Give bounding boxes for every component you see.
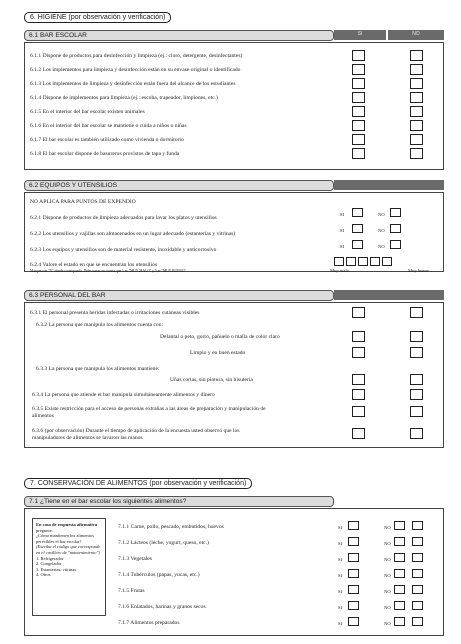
label-si: SI — [340, 212, 345, 217]
maintenance-7-1-3[interactable] — [412, 553, 423, 562]
checkbox-6-2-3-si[interactable] — [352, 240, 363, 249]
legend-line: 2. Congelador — [36, 561, 62, 567]
checkbox-6-3-3-a-si[interactable] — [352, 374, 365, 385]
checkbox-6-2-2-no[interactable] — [390, 224, 401, 233]
maintenance-7-1-4[interactable] — [412, 569, 423, 578]
maintenance-7-1-1[interactable] — [412, 521, 423, 530]
checkbox-6-3-4-no[interactable] — [410, 389, 423, 400]
question-6-3-2-a: Delantal o peto, gorro, pañuelo o malla de color claro — [160, 334, 280, 340]
question-7-1-7: 7.1.7 Alimentos preparados — [118, 620, 180, 626]
label-si: SI — [338, 589, 343, 594]
checkbox-6-1-5-si[interactable] — [352, 106, 365, 117]
question-6-1-3: 6.1.3 Los implementos de limpieza y desinfección están fuera del alcance de los estudiantes — [30, 81, 236, 87]
question-6-3-1: 6.3.1 El personal presenta heridas infectadas o irritaciones cutáneas visibles — [30, 310, 200, 316]
checkbox-6-1-2-si[interactable] — [352, 64, 365, 75]
legend-line: en el casillero de "mantenimiento") — [36, 549, 100, 555]
question-6-3-3: 6.3.3 La persona que manipula los alimentos mantiene: — [36, 366, 160, 372]
question-6-3-2: 6.3.2 La persona que manipula los alimentos cuenta con: — [36, 322, 164, 328]
column-header-6-3 — [334, 290, 444, 300]
subsection-6-2-title: 6.2 EQUIPOS Y UTENSILIOS — [24, 180, 334, 191]
label-si: SI — [338, 525, 343, 530]
label-no: NO — [384, 589, 391, 594]
checkbox-6-3-5-no[interactable] — [410, 406, 423, 417]
question-6-1-2: 6.1.2 Los implementos para limpieza y desinfección están en su envase original o identificado — [30, 67, 241, 73]
label-si: SI — [338, 605, 343, 610]
checkbox-6-3-2-a-si[interactable] — [352, 331, 365, 342]
legend-line: pregunte: — [36, 527, 53, 533]
checkbox-6-1-1-no[interactable] — [410, 50, 423, 61]
checkbox-6-3-1-si[interactable] — [352, 307, 365, 318]
question-7-1: 7.1 ¿Tiene en el bar escolar los siguientes alimentos? — [24, 496, 334, 507]
checkbox-7-1-1-no[interactable] — [394, 521, 405, 530]
label-no: NO — [384, 525, 391, 530]
checkbox-6-1-3-si[interactable] — [352, 78, 365, 89]
checkbox-6-1-4-si[interactable] — [352, 92, 365, 103]
checkbox-6-3-4-si[interactable] — [352, 389, 365, 400]
question-6-3-5: 6.3.5 Existe restricción para el acceso de personas extrañas a las áreas de preparación y manipulación de — [32, 406, 266, 412]
checkbox-6-1-7-si[interactable] — [352, 134, 365, 145]
checkbox-6-1-5-no[interactable] — [410, 106, 423, 117]
question-6-1-4: 6.1.4 Dispone de implementos para limpieza (ej.: escoba, trapeador, limpiones, etc.) — [30, 95, 218, 101]
question-6-2-2: 6.2.2 Los utensilios y vajillas son almacenados en un lugar adecuado (estanterías y vitrinas) — [30, 231, 236, 237]
subsection-6-1-title: 6.1 BAR ESCOLAR — [24, 30, 334, 41]
legend-line: perecibles el bar escolar? — [36, 538, 82, 544]
column-header-si: SI — [334, 30, 386, 40]
checkbox-7-1-3-no[interactable] — [394, 553, 405, 562]
legend-line: En caso de respuesta afirmativa — [36, 522, 98, 527]
checkbox-6-3-6-no[interactable] — [410, 428, 423, 439]
rating-6-2-4-4[interactable] — [370, 257, 380, 266]
label-no: NO — [378, 212, 385, 217]
label-si: SI — [338, 621, 343, 626]
question-6-3-5-cont: alimentos — [32, 413, 54, 419]
checkbox-6-3-5-si[interactable] — [352, 406, 365, 417]
question-6-3-6: 6.3.6 (por observación) Durante el tiempo de aplicación de la encuesta usted observó que los — [32, 428, 240, 434]
checkbox-7-1-6-no[interactable] — [394, 601, 405, 610]
checkbox-6-1-8-no[interactable] — [410, 148, 423, 159]
label-si: SI — [338, 541, 343, 546]
question-6-1-5: 6.1.5 En el interior del bar escolar existen animales — [30, 109, 145, 115]
label-no: NO — [384, 541, 391, 546]
question-7-1-6: 7.1.6 Enlatados, harinas y granos secos — [118, 604, 206, 610]
section-6-title: 6. HIGIENE (por observación y verificación) — [24, 12, 171, 23]
rating-6-2-4-3[interactable] — [358, 257, 368, 266]
checkbox-6-3-2-b-si[interactable] — [352, 347, 365, 358]
subsection-6-3-title: 6.3 PERSONAL DEL BAR — [24, 290, 334, 301]
question-6-3-2-b: Limpio y en buen estado — [190, 350, 246, 356]
checkbox-7-1-1-si[interactable] — [348, 521, 359, 530]
question-6-3-4: 6.3.4 La persona que atiende el bar manipula simultáneamente alimentos y dinero — [32, 392, 215, 398]
checkbox-6-3-1-no[interactable] — [410, 307, 423, 318]
checkbox-7-1-5-si[interactable] — [348, 585, 359, 594]
label-no: NO — [378, 244, 385, 249]
checkbox-7-1-3-si[interactable] — [348, 553, 359, 562]
checkbox-6-2-2-si[interactable] — [352, 224, 363, 233]
question-7-1-2: 7.1.2 Lácteos (leche, yogurt, queso, etc.) — [118, 540, 209, 546]
checkbox-7-1-7-si[interactable] — [348, 617, 359, 626]
checkbox-7-1-6-si[interactable] — [348, 601, 359, 610]
checkbox-6-1-4-no[interactable] — [410, 92, 423, 103]
question-6-3-3-a: Uñas cortas, sin pintura, sin bisutería — [170, 377, 253, 383]
checkbox-7-1-2-no[interactable] — [394, 537, 405, 546]
column-header-6-2 — [334, 180, 444, 190]
rating-label-low: Muy malo — [330, 268, 350, 273]
legend-line: (Escriba el código que corresponde — [36, 544, 101, 550]
maintenance-7-1-7[interactable] — [412, 617, 423, 626]
checkbox-6-1-7-no[interactable] — [410, 134, 423, 145]
checkbox-6-2-1-no[interactable] — [390, 208, 401, 217]
checkbox-6-1-8-si[interactable] — [352, 148, 365, 159]
label-si: SI — [338, 557, 343, 562]
checkbox-7-1-4-si[interactable] — [348, 569, 359, 578]
checkbox-6-3-2-b-no[interactable] — [410, 347, 423, 358]
checkbox-6-1-3-no[interactable] — [410, 78, 423, 89]
column-header-no: NO — [388, 30, 444, 40]
question-7-1-3: 7.1.3 Vegetales — [118, 556, 152, 562]
question-6-1-7: 6.1.7 El bar escolar es también utilizado como vivienda o dormitorio — [30, 137, 184, 143]
rating-label-high: Muy bueno — [408, 268, 430, 273]
label-no: NO — [384, 573, 391, 578]
legend-line: ¿Cómo mantienen los alimentos — [36, 533, 94, 539]
rating-6-2-4-1[interactable] — [334, 257, 344, 266]
checkbox-7-1-5-no[interactable] — [394, 585, 405, 594]
question-6-1-1: 6.1.1 Dispone de productos para desinfección y limpieza (ej.: cloro, detergente, desinfectantes) — [30, 53, 243, 59]
checkbox-6-3-2-a-no[interactable] — [410, 331, 423, 342]
label-no: NO — [384, 621, 391, 626]
checkbox-6-3-3-a-no[interactable] — [410, 374, 423, 385]
checkbox-6-1-6-no[interactable] — [410, 120, 423, 131]
question-6-2-4: 6.2.4 Valore el estado en que se encuentran los utensilios — [30, 262, 158, 268]
label-no: NO — [378, 228, 385, 233]
checkbox-6-2-3-no[interactable] — [390, 240, 401, 249]
legend-box — [32, 518, 106, 616]
question-6-1-8: 6.1.8 El bar escolar dispone de basureros provistos de tapa y funda — [30, 151, 180, 157]
label-no: NO — [384, 605, 391, 610]
label-si: SI — [340, 244, 345, 249]
label-no: NO — [384, 557, 391, 562]
rating-6-2-4-5[interactable] — [382, 257, 392, 266]
maintenance-7-1-6[interactable] — [412, 601, 423, 610]
maintenance-7-1-2[interactable] — [412, 537, 423, 546]
legend-line: 1. Refrigerador — [36, 555, 64, 561]
maintenance-7-1-5[interactable] — [412, 585, 423, 594]
question-6-3-6-cont: manipuladores de alimentos se lavaron las manos — [32, 435, 143, 441]
checkbox-7-1-7-no[interactable] — [394, 617, 405, 626]
label-si: SI — [338, 573, 343, 578]
legend-line: 3. Estanterías, vitrinas — [36, 566, 76, 572]
rating-6-2-4-2[interactable] — [346, 257, 356, 266]
not-applicable-note: NO APLICA PARA PUNTOS DE EXPENDIO — [30, 199, 136, 205]
checkbox-6-3-6-si[interactable] — [352, 428, 365, 439]
checkbox-6-1-1-si[interactable] — [352, 50, 365, 61]
question-7-1-4: 7.1.4 Tubérculos (papas, yucas, etc.) — [118, 572, 200, 578]
checkbox-7-1-4-no[interactable] — [394, 569, 405, 578]
checkbox-7-1-2-si[interactable] — [348, 537, 359, 546]
section-7-title: 7. CONSERVACIÓN DE ALIMENTOS (por observación y verificación) — [24, 478, 252, 489]
label-si: SI — [340, 228, 345, 233]
legend-line: 4. Otros — [36, 572, 51, 578]
checkbox-6-1-2-no[interactable] — [410, 64, 423, 75]
checkbox-6-1-6-si[interactable] — [352, 120, 365, 131]
question-7-1-1: 7.1.1 Carne, pollo, pescado, embutidos, huevos — [118, 524, 224, 530]
question-6-2-1: 6.2.1 Dispone de productos de limpieza adecuados para lavar los platos y utensilios — [30, 215, 217, 221]
question-6-2-4-note: Marque con "X" donde corresponda. Debe tomar en cuenta que 1 es "MUY MALO" y 5 es "MUY BUENO" — [30, 269, 186, 273]
question-7-1-5: 7.1.5 Frutas — [118, 588, 145, 594]
question-6-1-6: 6.1.6 En el interior del bar escolar se mantiene o cuida a niños o niñas — [30, 123, 187, 129]
question-6-2-3: 6.2.3 Los equipos y utensilios son de material resistente, inoxidable y anticorrosivo — [30, 247, 217, 253]
checkbox-6-2-1-si[interactable] — [352, 208, 363, 217]
